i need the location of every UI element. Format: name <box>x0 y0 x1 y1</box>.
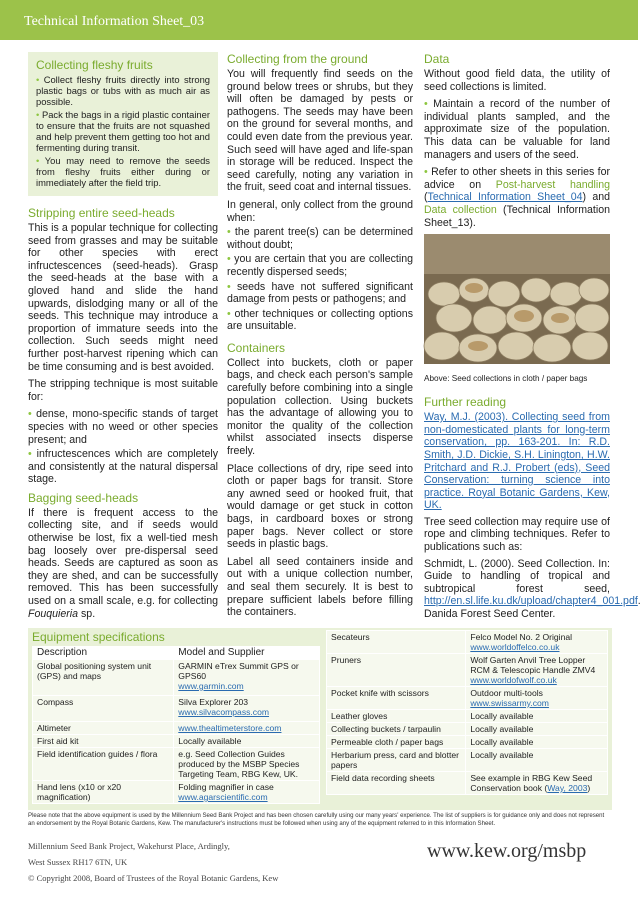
bullet-icon: • <box>28 408 32 421</box>
fleshy-fruits-heading: Collecting fleshy fruits <box>36 58 153 72</box>
ground-bullet: • other techniques or collecting options are unsuitable. <box>227 307 413 333</box>
bullet-icon: • <box>28 448 32 461</box>
equipment-table-right <box>326 630 608 795</box>
bullet-icon: • <box>36 74 40 85</box>
bullet-icon: • <box>424 166 428 179</box>
data-heading: Data <box>424 52 450 66</box>
sheet-title: Technical Information Sheet_03 <box>24 14 205 29</box>
bullet-icon: • <box>227 280 231 293</box>
column-header-model: Model and Supplier <box>174 647 320 660</box>
containers-paragraph-1: Collect into buckets, cloth or paper bags, and check each person's sample carefully before combining into a single population collection. Using buckets has the advantage of allowing you to monitor the quality of the collection whilst associated insects disperse freely. <box>227 356 413 458</box>
supplier-link[interactable]: www.swissarmy.com <box>470 698 549 708</box>
table-row: Compass Silva Explorer 203 www.silvacompass.com <box>33 696 320 722</box>
table-row: Field data recording sheets See example in RBG Kew Seed Conservation book (Way, 2003) <box>327 772 608 795</box>
table-row: Altimeter www.thealtimeterstore.com <box>33 722 320 735</box>
ground-bullet: • you are certain that you are collecting recently dispersed seeds; <box>227 253 414 278</box>
climbing-note: Tree seed collection may require use of rope and climbing techniques. Refer to publications such as: <box>424 515 610 554</box>
supplier-link[interactable]: www.silvacompass.com <box>178 707 270 717</box>
data-bullet: • Refer to other sheets in this series for advice on Post-harvest handling (Technical Information Sheet_04) and Data collection (Technical Information Sheet_13). <box>424 166 611 229</box>
equipment-heading: Equipment specifications <box>32 630 165 644</box>
fleshy-bullet: • Collect fleshy fruits directly into strong plastic bags or tubs with as much air as possible. <box>36 74 211 107</box>
table-row: Collecting buckets / tarpaulin Locally available <box>327 723 608 736</box>
way-2003-link[interactable]: Way, 2003 <box>547 783 588 793</box>
table-row: Field identification guides / flora e.g. Seed Collection Guides produced by the MSBP Species Targeting Team, RBG Kew, UK. <box>33 748 320 781</box>
table-row: Leather gloves Locally available <box>327 710 608 723</box>
photo-caption: Above: Seed collections in cloth / paper bags <box>424 374 588 384</box>
sheet-04-link[interactable]: Technical Information Sheet_04 <box>427 191 583 204</box>
equipment-panel <box>28 628 612 810</box>
footer-url[interactable]: www.kew.org/msbp <box>427 840 587 862</box>
column-middle <box>227 52 413 624</box>
column-right <box>424 52 641 626</box>
stripping-bullet: • dense, mono-specific stands of target species with no weed or other species present; and <box>28 408 218 446</box>
ground-bullet: • seeds have not suffered significant damage from pests or pathogens; and <box>227 280 414 306</box>
disclaimer-text: Please note that the above equipment is used by the Millennium Seed Bank Project and has been chosen carefully using our many years' experience. The list of suppliers is for guidance only and does not represent an endorsement by the Royal Botanic Gardens, Kew. The manufacturer's instructions must be followed when using any of the equipment referred to in this Information Sheet. <box>28 812 605 827</box>
bagging-paragraph: If there is frequent access to the collecting site, and if seeds would otherwise be lost, fix a well-tied mesh bag loosely over pre-dispersal seed heads. Seeds are captured as soon as they are shed, and can be successfully removed. This has been successfully used on a small scale, e.g. for collecting Fouquieria sp. <box>28 506 218 620</box>
table-row: Hand lens (x10 or x20 magnification) Folding magnifier in case www.agarscientific.com <box>33 781 320 804</box>
containers-heading: Containers <box>227 340 286 355</box>
stripping-heading: Stripping entire seed-heads <box>28 206 175 220</box>
fleshy-fruits-box <box>28 52 218 196</box>
stripping-paragraph: This is a popular technique for collecting seed from grasses and may be suitable for other species with erect infructescences (seed-heads). Grasp the seed-heads at the base with a gloved hand and slide the hand upwards, dislodging many or all of the seeds. This technique may introduce a proportion of immature seeds into the collection. Such seeds might need further post-harvest ripening which can be time consuming and is best avoided. <box>28 222 218 373</box>
table-row: Pocket knife with scissors Outdoor multi-tools www.swissarmy.com <box>327 687 608 710</box>
ground-paragraph: You will frequently find seeds on the ground below trees or shrubs, but they will often be damaged by pests or pathogens. The seeds may have been on the ground for several months, and could even date from the previous year. Such seed will have aged and life-span in storage will be reduced. Inspect the seed carefully, noting any variation in the fruit, seed coat and internal tissues. <box>227 68 413 194</box>
ground-bullet: • the parent tree(s) can be determined without doubt; <box>227 226 414 251</box>
supplier-link[interactable]: www.worldoffelco.co.uk <box>470 642 560 652</box>
table-row: Pruners Wolf Garten Anvil Tree Lopper RCM & Telescopic Handle ZMV4 www.worldofwolf.co.uk <box>327 654 608 687</box>
supplier-link[interactable]: www.thealtimeterstore.com <box>178 723 282 733</box>
bullet-icon: • <box>424 98 428 111</box>
supplier-link[interactable]: www.worldofwolf.co.uk <box>470 675 557 685</box>
data-paragraph: Without good field data, the utility of seed collections is limited. <box>424 68 610 93</box>
ground-when: In general, only collect from the ground when: <box>227 198 413 224</box>
header-bar <box>0 0 638 40</box>
equipment-table-left <box>32 646 320 804</box>
table-row: First aid kit Locally available <box>33 735 320 748</box>
schmidt-pdf-link[interactable]: http://en.sl.life.ku.dk/upload/chapter4_001.pdf <box>424 595 638 608</box>
reference-way-2003[interactable]: Way, M.J. (2003). Collecting seed from non-domesticated plants for long-term conservation, pp. 163-201. In: R.D. Smith, J.D. Dickie, S.H. Linington, H.W. Pritchard and R.J. Probert (eds), Seed Conservation: turning science into practice. Royal Botanic Gardens, Kew, UK. <box>424 411 610 512</box>
supplier-link[interactable]: www.agarscientific.com <box>178 792 268 802</box>
table-header-row <box>33 647 320 660</box>
reference-schmidt-2000: Schmidt, L. (2000). Seed Collection. In: Guide to handling of tropical and subtropical forest seed, http://en.sl.life.ku.dk/upload/chapter4_001.pdf. Danida Forest Seed Center. <box>424 557 641 621</box>
bullet-icon: • <box>227 226 231 239</box>
bullet-icon: • <box>36 109 40 120</box>
supplier-link[interactable]: www.garmin.com <box>178 681 244 691</box>
bullet-icon: • <box>36 155 40 166</box>
ground-heading: Collecting from the ground <box>227 52 368 66</box>
table-row: Permeable cloth / paper bags Locally available <box>327 736 608 749</box>
containers-paragraph-3: Label all seed containers inside and out with a unique collection number, and seal them securely. It is best to prepare sufficient labels before filling the containers. <box>227 555 413 619</box>
post-harvest-link[interactable]: Post-harvest handling <box>495 178 611 191</box>
footer-address: Millennium Seed Bank Project, Wakehurst Place, Ardingly, West Sussex RH17 6TN, UK © Copyright 2008, Board of Trustees of the Royal Botanic Gardens, Kew <box>28 841 279 883</box>
stripping-bullet: • infructescences which are completely and consistently at the natural dispersal stage. <box>28 448 218 486</box>
seed-bags-photo <box>424 234 610 364</box>
fleshy-bullet: • Pack the bags in a rigid plastic container to ensure that the fruits are not squashed and help prevent them getting too hot and fermenting during transit. <box>36 109 210 153</box>
table-row: Secateurs Felco Model No. 2 Original www.worldoffelco.co.uk <box>327 631 608 654</box>
bagging-heading: Bagging seed-heads <box>28 490 139 505</box>
table-row: Global positioning system unit (GPS) and maps GARMIN eTrex Summit GPS or GPS60 www.garmin.com <box>33 660 320 696</box>
further-reading-heading: Further reading <box>424 395 507 410</box>
data-collection-link[interactable]: Data collection <box>424 203 497 216</box>
stripping-suitable: The stripping technique is most suitable for: <box>28 378 218 403</box>
table-row: Herbarium press, card and blotter papers Locally available <box>327 749 608 772</box>
data-bullet: • Maintain a record of the number of individual plants sampled, and the approximate size of the population. This data can be valuable for land managers and users of the seed. <box>424 98 610 161</box>
fleshy-bullet: • You may need to remove the seeds from fleshy fruits either during or immediately after the field trip. <box>36 155 210 188</box>
containers-paragraph-2: Place collections of dry, ripe seed into cloth or paper bags for transit. Store any awned seed or hooked fruit, that would damage or get stuck in cotton bags, in cardboard boxes or strong paper bags. Never collect or store seeds in plastic bags. <box>227 462 413 551</box>
column-header-description: Description <box>33 647 174 660</box>
bullet-icon: • <box>227 253 231 266</box>
column-left <box>28 52 218 625</box>
bullet-icon: • <box>227 307 231 320</box>
